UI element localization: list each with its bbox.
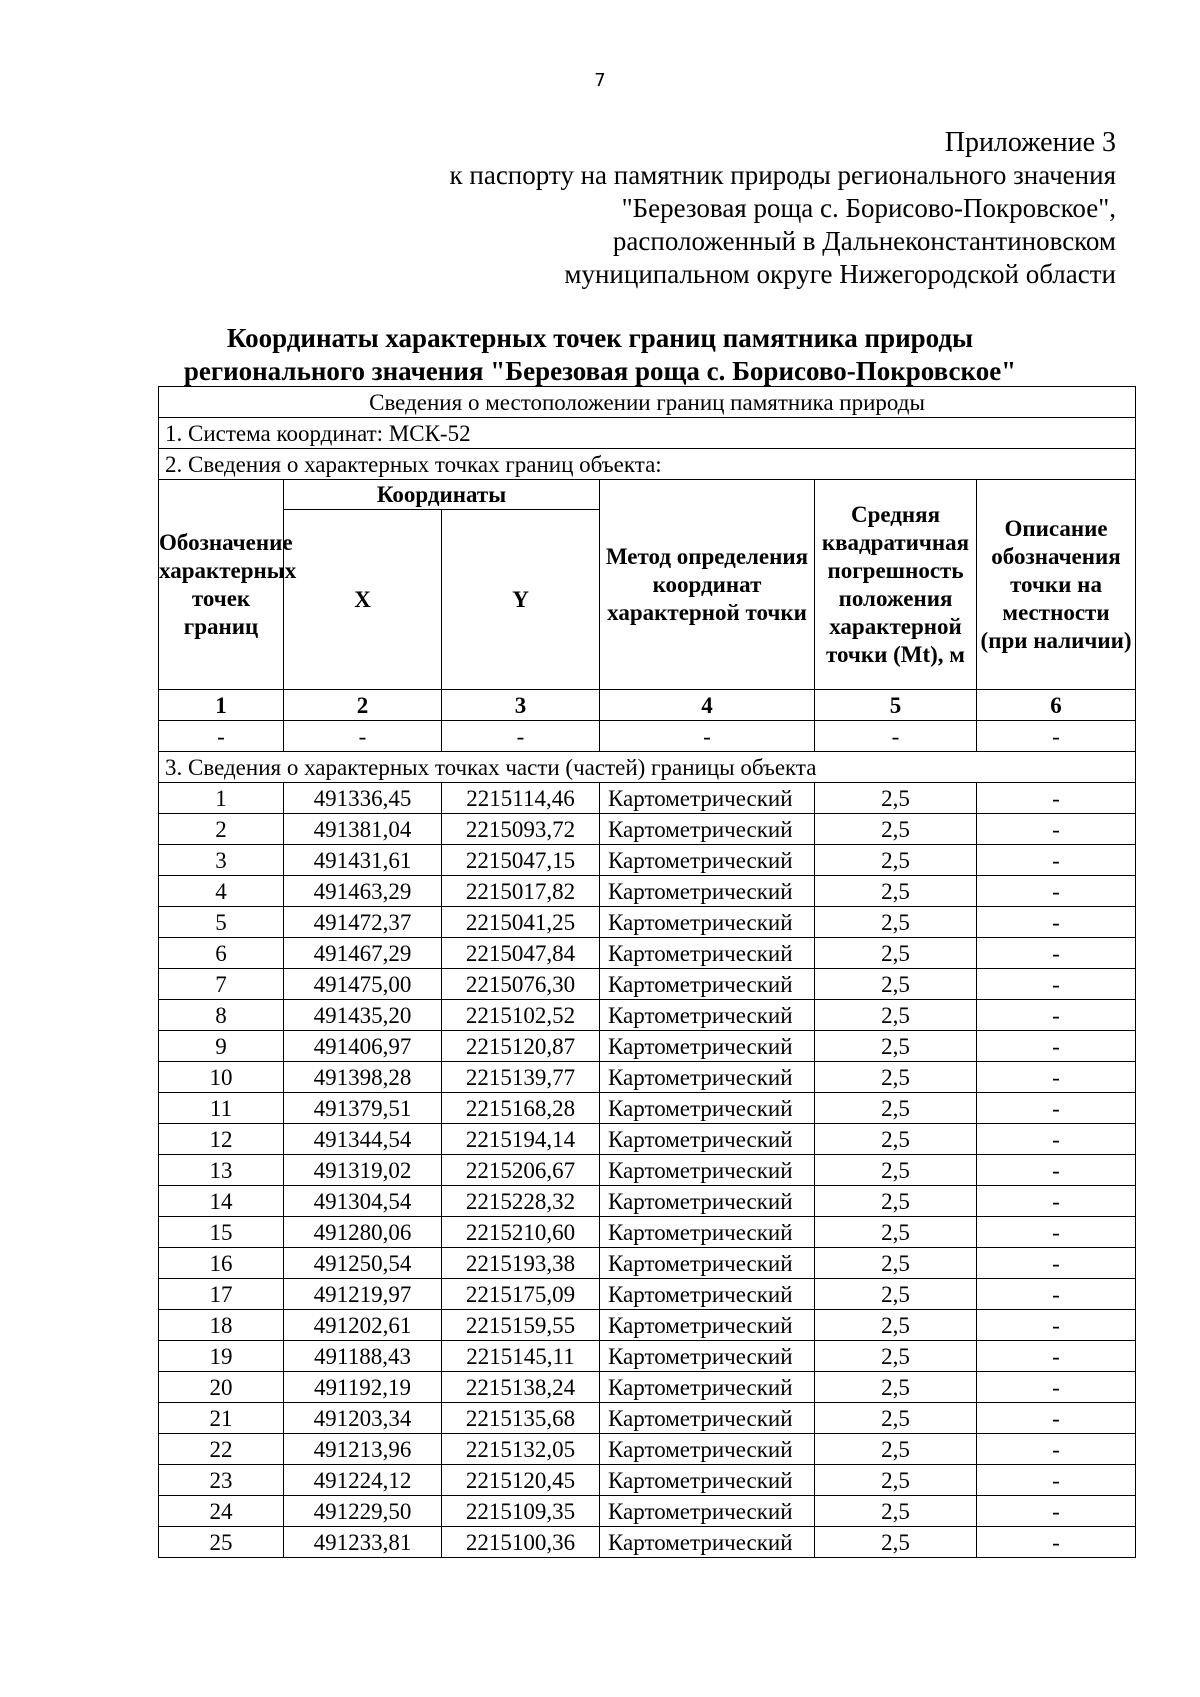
table-row <box>159 1279 1136 1310</box>
coordinate-y: 2215102,52 <box>442 1000 600 1031</box>
method: Картометрический <box>600 1031 815 1062</box>
point-description: - <box>977 1403 1136 1434</box>
coordinate-x: 491435,20 <box>284 1000 442 1031</box>
document-title-line: Координаты характерных точек границ памятника природы <box>226 323 974 353</box>
error-mt: 2,5 <box>815 845 977 876</box>
point-number: 7 <box>159 969 284 1000</box>
point-number: 18 <box>159 1310 284 1341</box>
error-mt: 2,5 <box>815 907 977 938</box>
table-row <box>159 1310 1136 1341</box>
method: Картометрический <box>600 1496 815 1527</box>
coordinate-y: 2215228,32 <box>442 1186 600 1217</box>
coordinate-x: 491398,28 <box>284 1062 442 1093</box>
coordinate-y: 2215047,15 <box>442 845 600 876</box>
point-description: - <box>977 1434 1136 1465</box>
point-number: 8 <box>159 1000 284 1031</box>
header-method: Метод определения координат характерной точки <box>600 480 815 690</box>
method: Картометрический <box>600 1000 815 1031</box>
part-points-section: 3. Сведения о характерных точках части (частей) границы объекта <box>159 752 1136 783</box>
method: Картометрический <box>600 1155 815 1186</box>
point-number: 23 <box>159 1465 284 1496</box>
column-number: 6 <box>977 690 1136 721</box>
point-number: 3 <box>159 845 284 876</box>
error-mt: 2,5 <box>815 1341 977 1372</box>
table-row <box>159 907 1136 938</box>
error-mt: 2,5 <box>815 1155 977 1186</box>
appendix-line: расположенный в Дальнеконстантиновском <box>612 226 1116 256</box>
appendix-line: к паспорту на памятник природы регионального значения <box>449 160 1116 190</box>
error-mt: 2,5 <box>815 938 977 969</box>
point-number: 5 <box>159 907 284 938</box>
coordinate-x: 491379,51 <box>284 1093 442 1124</box>
empty-cell: - <box>159 721 284 752</box>
coordinate-x: 491431,61 <box>284 845 442 876</box>
point-description: - <box>977 1496 1136 1527</box>
point-description: - <box>977 938 1136 969</box>
header-row <box>159 480 1136 510</box>
empty-cell: - <box>442 721 600 752</box>
method: Картометрический <box>600 1124 815 1155</box>
error-mt: 2,5 <box>815 1186 977 1217</box>
page-number: 7 <box>594 70 606 91</box>
method: Картометрический <box>600 814 815 845</box>
coordinate-x: 491219,97 <box>284 1279 442 1310</box>
point-description: - <box>977 907 1136 938</box>
coordinate-y: 2215109,35 <box>442 1496 600 1527</box>
error-mt: 2,5 <box>815 1031 977 1062</box>
method: Картометрический <box>600 938 815 969</box>
point-description: - <box>977 783 1136 814</box>
coordinate-x: 491224,12 <box>284 1465 442 1496</box>
error-mt: 2,5 <box>815 1093 977 1124</box>
coordinate-y: 2215193,38 <box>442 1248 600 1279</box>
method: Картометрический <box>600 1465 815 1496</box>
point-description: - <box>977 1279 1136 1310</box>
coordinate-x: 491463,29 <box>284 876 442 907</box>
coordinate-x: 491192,19 <box>284 1372 442 1403</box>
column-number: 4 <box>600 690 815 721</box>
error-mt: 2,5 <box>815 1465 977 1496</box>
header-error: Средняя квадратичная погрешность положения характерной точки (Mt), м <box>815 480 977 690</box>
empty-cell: - <box>815 721 977 752</box>
coordinate-y: 2215206,67 <box>442 1155 600 1186</box>
column-number: 3 <box>442 690 600 721</box>
table-row <box>159 1155 1136 1186</box>
point-description: - <box>977 845 1136 876</box>
table-row <box>159 1527 1136 1558</box>
point-number: 10 <box>159 1062 284 1093</box>
point-description: - <box>977 1155 1136 1186</box>
error-mt: 2,5 <box>815 1496 977 1527</box>
point-description: - <box>977 1310 1136 1341</box>
table-row <box>159 1372 1136 1403</box>
error-mt: 2,5 <box>815 1527 977 1558</box>
table-row <box>159 1093 1136 1124</box>
coordinate-x: 491467,29 <box>284 938 442 969</box>
table-row <box>159 1186 1136 1217</box>
empty-cell: - <box>600 721 815 752</box>
error-mt: 2,5 <box>815 1279 977 1310</box>
table-row <box>159 938 1136 969</box>
empty-cell: - <box>977 721 1136 752</box>
error-mt: 2,5 <box>815 1000 977 1031</box>
coordinate-y: 2215135,68 <box>442 1403 600 1434</box>
point-number: 24 <box>159 1496 284 1527</box>
column-number: 2 <box>284 690 442 721</box>
point-description: - <box>977 814 1136 845</box>
table-row <box>159 1465 1136 1496</box>
point-number: 6 <box>159 938 284 969</box>
point-number: 4 <box>159 876 284 907</box>
coordinate-x: 491213,96 <box>284 1434 442 1465</box>
coordinate-y: 2215159,55 <box>442 1310 600 1341</box>
header-description: Описание обозначения точки на местности (при наличии) <box>977 480 1136 690</box>
error-mt: 2,5 <box>815 1372 977 1403</box>
point-number: 15 <box>159 1217 284 1248</box>
coordinate-x: 491381,04 <box>284 814 442 845</box>
error-mt: 2,5 <box>815 1248 977 1279</box>
point-number: 13 <box>159 1155 284 1186</box>
error-mt: 2,5 <box>815 814 977 845</box>
appendix-line: муниципальном округе Нижегородской области <box>564 259 1116 289</box>
point-description: - <box>977 1000 1136 1031</box>
coordinate-system: 1. Система координат: МСК-52 <box>159 418 1136 449</box>
table-row <box>159 1248 1136 1279</box>
error-mt: 2,5 <box>815 1124 977 1155</box>
coordinate-y: 2215120,87 <box>442 1031 600 1062</box>
method: Картометрический <box>600 907 815 938</box>
document-title-line: регионального значения "Березовая роща с. Борисово-Покровское" <box>183 356 1017 386</box>
table-row <box>159 845 1136 876</box>
point-description: - <box>977 1372 1136 1403</box>
coordinate-y: 2215017,82 <box>442 876 600 907</box>
header-designation: Обозначение характерных точек границ <box>159 480 284 690</box>
point-number: 2 <box>159 814 284 845</box>
header-x: X <box>284 510 442 690</box>
coordinate-y: 2215168,28 <box>442 1093 600 1124</box>
error-mt: 2,5 <box>815 969 977 1000</box>
method: Картометрический <box>600 1341 815 1372</box>
coordinate-x: 491344,54 <box>284 1124 442 1155</box>
coordinate-y: 2215194,14 <box>442 1124 600 1155</box>
point-description: - <box>977 1217 1136 1248</box>
coordinate-x: 491319,02 <box>284 1155 442 1186</box>
method: Картометрический <box>600 1527 815 1558</box>
section-row <box>159 752 1136 783</box>
point-number: 12 <box>159 1124 284 1155</box>
column-number-row <box>159 690 1136 721</box>
point-number: 11 <box>159 1093 284 1124</box>
method: Картометрический <box>600 783 815 814</box>
coordinate-x: 491188,43 <box>284 1341 442 1372</box>
point-description: - <box>977 1062 1136 1093</box>
table-row <box>159 876 1136 907</box>
appendix-line: Приложение 3 <box>944 127 1116 158</box>
document-title <box>0 322 1200 388</box>
column-number: 5 <box>815 690 977 721</box>
coordinate-x: 491336,45 <box>284 783 442 814</box>
coordinate-y: 2215047,84 <box>442 938 600 969</box>
point-description: - <box>977 1527 1136 1558</box>
method: Картометрический <box>600 845 815 876</box>
method: Картометрический <box>600 1403 815 1434</box>
appendix-line: "Березовая роща с. Борисово-Покровское", <box>621 193 1116 223</box>
method: Картометрический <box>600 1310 815 1341</box>
table-caption-row <box>159 387 1136 418</box>
coordinate-x: 491203,34 <box>284 1403 442 1434</box>
error-mt: 2,5 <box>815 1217 977 1248</box>
point-number: 21 <box>159 1403 284 1434</box>
point-description: - <box>977 1341 1136 1372</box>
point-number: 20 <box>159 1372 284 1403</box>
method: Картометрический <box>600 1372 815 1403</box>
method: Картометрический <box>600 1186 815 1217</box>
coordinate-x: 491250,54 <box>284 1248 442 1279</box>
coordinate-x: 491472,37 <box>284 907 442 938</box>
table-row <box>159 1403 1136 1434</box>
table-row <box>159 814 1136 845</box>
coordinate-x: 491406,97 <box>284 1031 442 1062</box>
table-row <box>159 1124 1136 1155</box>
coordinate-y: 2215041,25 <box>442 907 600 938</box>
point-description: - <box>977 1465 1136 1496</box>
coordinate-x: 491280,06 <box>284 1217 442 1248</box>
table-row <box>159 1062 1136 1093</box>
method: Картометрический <box>600 1434 815 1465</box>
point-number: 14 <box>159 1186 284 1217</box>
point-description: - <box>977 876 1136 907</box>
table-row <box>159 969 1136 1000</box>
coordinate-x: 491233,81 <box>284 1527 442 1558</box>
table-row <box>159 1496 1136 1527</box>
coordinate-y: 2215132,05 <box>442 1434 600 1465</box>
table-row <box>159 1000 1136 1031</box>
point-description: - <box>977 1031 1136 1062</box>
error-mt: 2,5 <box>815 1434 977 1465</box>
point-number: 22 <box>159 1434 284 1465</box>
method: Картометрический <box>600 1217 815 1248</box>
coordinate-x: 491229,50 <box>284 1496 442 1527</box>
point-description: - <box>977 1186 1136 1217</box>
point-description: - <box>977 1248 1136 1279</box>
coordinate-y: 2215114,46 <box>442 783 600 814</box>
table-row <box>159 783 1136 814</box>
method: Картометрический <box>600 1248 815 1279</box>
error-mt: 2,5 <box>815 876 977 907</box>
coordinate-y: 2215076,30 <box>442 969 600 1000</box>
table-row <box>159 1217 1136 1248</box>
table-row <box>159 1341 1136 1372</box>
empty-data-row <box>159 721 1136 752</box>
method: Картометрический <box>600 1062 815 1093</box>
point-description: - <box>977 1124 1136 1155</box>
coordinates-table <box>158 386 1136 1558</box>
coordinate-y: 2215138,24 <box>442 1372 600 1403</box>
error-mt: 2,5 <box>815 1403 977 1434</box>
method: Картометрический <box>600 969 815 1000</box>
table-row <box>159 1434 1136 1465</box>
error-mt: 2,5 <box>815 783 977 814</box>
point-description: - <box>977 969 1136 1000</box>
coordinate-y: 2215100,36 <box>442 1527 600 1558</box>
coordinate-x: 491202,61 <box>284 1310 442 1341</box>
column-number: 1 <box>159 690 284 721</box>
appendix-header <box>450 126 1116 291</box>
method: Картометрический <box>600 1093 815 1124</box>
method: Картометрический <box>600 876 815 907</box>
point-description: - <box>977 1093 1136 1124</box>
error-mt: 2,5 <box>815 1062 977 1093</box>
section-row <box>159 449 1136 480</box>
point-number: 17 <box>159 1279 284 1310</box>
coordinate-x: 491475,00 <box>284 969 442 1000</box>
coordinate-x: 491304,54 <box>284 1186 442 1217</box>
coordinate-y: 2215139,77 <box>442 1062 600 1093</box>
table-row <box>159 1031 1136 1062</box>
coordinate-y: 2215175,09 <box>442 1279 600 1310</box>
coordinate-y: 2215145,11 <box>442 1341 600 1372</box>
empty-cell: - <box>284 721 442 752</box>
method: Картометрический <box>600 1279 815 1310</box>
error-mt: 2,5 <box>815 1310 977 1341</box>
header-coordinates: Координаты <box>284 480 600 510</box>
point-number: 25 <box>159 1527 284 1558</box>
point-number: 1 <box>159 783 284 814</box>
header-y: Y <box>442 510 600 690</box>
section-row <box>159 418 1136 449</box>
point-number: 9 <box>159 1031 284 1062</box>
point-number: 19 <box>159 1341 284 1372</box>
point-number: 16 <box>159 1248 284 1279</box>
coordinate-y: 2215210,60 <box>442 1217 600 1248</box>
table-caption: Сведения о местоположении границ памятника природы <box>159 387 1136 418</box>
coordinate-y: 2215093,72 <box>442 814 600 845</box>
coordinate-y: 2215120,45 <box>442 1465 600 1496</box>
object-points-section: 2. Сведения о характерных точках границ объекта: <box>159 449 1136 480</box>
